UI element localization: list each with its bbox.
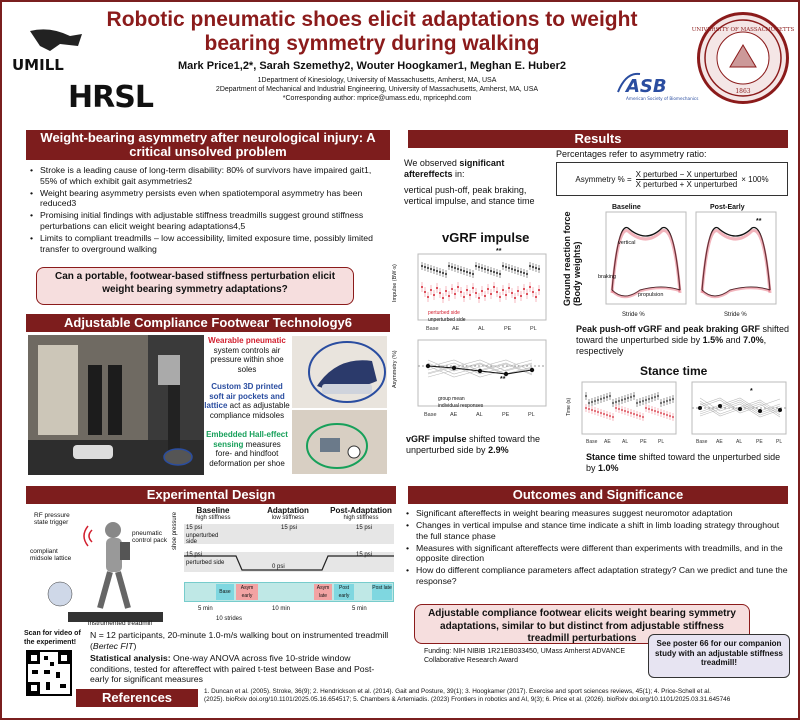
intro-bullets	[30, 165, 386, 256]
unpert-point	[508, 267, 510, 269]
svg-text:1863: 1863	[735, 88, 751, 95]
unpert-point	[460, 269, 462, 271]
pert-point	[502, 289, 504, 291]
authors: Mark Price1,2*, Sarah Szemethy2, Wouter Hoogkamer1, Meghan E. Huber2	[178, 60, 566, 72]
tech-heading: Adjustable Compliance Footwear Technology6	[26, 314, 390, 332]
participants-text: N = 12 participants, 20-minute 1.0-m/s walking bout on instrumented treadmill (Bertec FIT)	[90, 630, 389, 651]
unpert-point	[484, 268, 486, 270]
pert-point	[475, 292, 477, 294]
references-heading: References	[76, 689, 198, 707]
group-mean-point	[718, 404, 722, 408]
unpert-point	[627, 397, 629, 399]
unpert-point	[469, 272, 471, 274]
pert-point	[463, 296, 465, 298]
unpert-point	[594, 400, 596, 402]
unpert-point	[502, 265, 504, 267]
x-tick-label: PE	[502, 412, 510, 418]
x-tick-label: PL	[528, 412, 535, 418]
pert-point	[538, 289, 540, 291]
umass-seal	[691, 12, 795, 104]
funding: Funding: NIH NIBIB 1R21EB033450, UMass Amherst ADVANCE Collaborative Research Award	[424, 648, 626, 664]
asb-logo	[614, 68, 699, 108]
label-lattice: compliant midsole lattice	[30, 548, 72, 562]
pert-point	[442, 297, 444, 299]
scan-text: Scan for video of the experiment!	[24, 630, 81, 646]
unpert-point	[421, 265, 423, 267]
pert-point	[529, 286, 531, 288]
unpert-point	[606, 396, 608, 398]
pert-point	[666, 414, 668, 416]
unpert-point	[526, 273, 528, 275]
pert-point	[627, 411, 629, 413]
unpert-point	[481, 267, 483, 269]
unpert-point	[621, 399, 623, 401]
unpert-point	[442, 272, 444, 274]
outcome-bullet: • Changes in vertical impulse and stance time indicate a shift in limb loading strategy throughout the full stance phase	[406, 520, 792, 541]
unpert-point	[612, 402, 614, 404]
asymmetry-note: Percentages refer to asymmetry ratio:	[556, 149, 707, 159]
pert-point	[636, 414, 638, 416]
pert-point	[648, 408, 650, 410]
unpert-point	[463, 270, 465, 272]
pert-point	[663, 413, 665, 415]
hrsl-logo: HRSL	[68, 80, 153, 115]
unpert-point	[669, 399, 671, 401]
pert-point	[499, 296, 501, 298]
pert-point	[603, 413, 605, 415]
unpert-point	[603, 397, 605, 399]
phase-adaptation: Adaptation	[267, 506, 309, 515]
x-tick-label: Base	[586, 439, 598, 445]
pert-point	[511, 292, 513, 294]
unpert-point	[535, 267, 537, 269]
x-tick-label: AL	[622, 439, 629, 445]
pert-point	[445, 290, 447, 292]
unpert-point	[642, 400, 644, 402]
stats-text: Statistical analysis: One-way ANOVA across five 10-stride window conditions, tested for aftereffect with paired t-test between Base and Post-early for significant measures	[90, 653, 375, 685]
unpert-point	[466, 271, 468, 273]
references-list: 1. Duncan et al. (2005). Stroke, 36(9); 2. Hendrickson et al. (2014). Gait and Posture, 39(1); 3. Hoogkamer (2017). Exercise and sport sciences reviews, 45(1); 4. Price-Schell et al. (2025). bioRxiv doi.org/10.1101/2025.05.16.654517; 5. Chambers & Artemiadis. (2023) Frontiers in robotics and AI, 9(3); 6. Price et al. (2026). bioRxiv doi.org/10.1101/2025.03.31.645746	[204, 688, 731, 703]
label-rf-trigger: RF pressure state trigger	[34, 512, 70, 526]
unpert-point	[433, 269, 435, 271]
unpert-point	[487, 269, 489, 271]
pert-point	[430, 289, 432, 291]
x-tick-label: AL	[736, 439, 743, 445]
x-tick-label: AE	[452, 326, 460, 332]
corresponding-author: *Corresponding author: mprice@umass.edu, mpricephd.com	[282, 95, 472, 102]
x-tick-label: AE	[450, 412, 458, 418]
unpert-point	[538, 268, 540, 270]
outcomes-bullets	[406, 508, 792, 588]
pert-point	[585, 407, 587, 409]
vgrf-title: vGRF impulse	[442, 230, 530, 245]
stance-title: Stance time	[640, 364, 708, 378]
phase-post: Post-Adaptation	[330, 506, 392, 515]
pert-point	[493, 286, 495, 288]
unpert-point	[624, 398, 626, 400]
label-treadmill: instrumented treadmill	[88, 620, 152, 627]
pert-point	[657, 411, 659, 413]
pert-point	[672, 416, 674, 418]
pert-point	[472, 287, 474, 289]
intro-bullet: • Stroke is a leading cause of long-term disability: 80% of survivors have impaired gait1, 55% of which exhibit gait asymmetries2	[30, 165, 386, 186]
unpert-point	[532, 266, 534, 268]
unpert-point	[588, 402, 590, 404]
pert-point	[481, 290, 483, 292]
footwear-photo	[28, 335, 204, 475]
svg-text:UNIVERSITY OF MASSACHUSETTS: UNIVERSITY OF MASSACHUSETTS	[691, 27, 795, 33]
results-heading: Results	[408, 130, 788, 148]
unpert-point	[645, 399, 647, 401]
pert-point	[520, 295, 522, 297]
pert-point	[624, 410, 626, 412]
x-tick-label: PL	[530, 326, 537, 332]
unpert-point	[636, 402, 638, 404]
pert-point	[523, 288, 525, 290]
outcomes-heading: Outcomes and Significance	[408, 486, 788, 504]
callout-sensing: Embedded Hall-effect sensing measures fore- and hindfoot deformation per shoe	[206, 430, 288, 468]
participant-illustration	[28, 508, 178, 628]
unpert-point	[633, 395, 635, 397]
svg-text:UMILL: UMILL	[12, 56, 64, 74]
pert-point	[660, 412, 662, 414]
affiliation-1: 1Department of Kinesiology, University of Massachusetts, Amherst, MA, USA	[257, 77, 497, 84]
unpert-point	[457, 268, 459, 270]
unpert-point	[615, 401, 617, 403]
pert-point	[615, 407, 617, 409]
pert-point	[606, 414, 608, 416]
pert-point	[642, 416, 644, 418]
unpert-point	[609, 395, 611, 397]
outcome-bullet: • Significant aftereffects in weight bearing measures suggest neuromotor adaptation	[406, 508, 792, 519]
block-post-early: Post early	[334, 584, 354, 600]
pert-point	[669, 415, 671, 417]
x-tick-label: AE	[716, 439, 723, 445]
grf-curves: Ground reaction force (Body weights) Baseline Post-Early vertical braking propulsion ** Stride % Stride %	[566, 202, 788, 322]
group-mean-point	[758, 409, 762, 413]
pert-point	[421, 286, 423, 288]
unpert-point	[672, 398, 674, 400]
pert-point	[532, 291, 534, 293]
pert-point	[600, 412, 602, 414]
unpert-point	[451, 266, 453, 268]
unpert-point	[514, 269, 516, 271]
pert-point	[633, 413, 635, 415]
unpert-point	[591, 401, 593, 403]
pert-point	[517, 290, 519, 292]
vgrf-asym-plot: Asymmetry (%) Base AE AL PE PL group mean individual responses **	[400, 338, 550, 422]
impulse-plot: Impulse (BW·s) Base AE AL PE PL perturbed side unperturbed side **	[400, 252, 550, 332]
x-tick-label: PE	[504, 326, 512, 332]
unpert-point	[490, 270, 492, 272]
unpert-point	[499, 273, 501, 275]
affiliations	[192, 76, 562, 103]
pert-point	[487, 288, 489, 290]
callout-pneumatic: Wearable pneumatic system controls air pressure within shoe soles	[208, 336, 286, 374]
unpert-point	[472, 273, 474, 275]
pert-point	[469, 294, 471, 296]
pert-point	[439, 292, 441, 294]
unpert-point	[597, 399, 599, 401]
unpert-point	[660, 402, 662, 404]
plot-frame	[582, 382, 676, 434]
pert-point	[466, 289, 468, 291]
asymmetry-formula: Asymmetry % = X perturbed − X unperturbed X perturbed + X unperturbed × 100%	[556, 162, 788, 196]
unpert-point	[448, 265, 450, 267]
unpert-point	[436, 270, 438, 272]
unpert-point	[618, 400, 620, 402]
unpert-point	[585, 395, 587, 397]
unpert-point	[657, 395, 659, 397]
pert-point	[424, 291, 426, 293]
pert-point	[460, 291, 462, 293]
research-question: Can a portable, footwear-based stiffness perturbation elicit weight bearing symmetry adaptations?	[36, 267, 354, 305]
svg-text:American Society of Biomechani: American Society of Biomechanics	[626, 96, 699, 101]
block-post-late: Post late	[372, 584, 392, 600]
unpert-point	[663, 401, 665, 403]
intro-bullet: • Weight bearing asymmetry persists even when spatiotemporal asymmetry has been reduced3	[30, 188, 386, 209]
unpert-point	[427, 267, 429, 269]
protocol-diagram: Baseline high stiffness Adaptation low stiffness Post-Adaptation high stiffness shoe pressure 15 psi 15 psi 15 psi unperturbed side 15 psi perturbed side 0 psi 15 psi Base Asym early Asym late Post early Post late 5 min 10 min 5 min 10 strides	[176, 506, 396, 628]
unpert-point	[430, 268, 432, 270]
unpert-point	[493, 271, 495, 273]
observations: We observed significant aftereffects in: vertical push-off, peak braking, vertical impulse, and stance time	[404, 158, 535, 206]
design-heading: Experimental Design	[26, 486, 396, 504]
unpert-point	[439, 271, 441, 273]
unpert-point	[639, 401, 641, 403]
pert-point	[433, 294, 435, 296]
pert-point	[490, 293, 492, 295]
unpert-point	[496, 272, 498, 274]
x-tick-label: PL	[658, 439, 665, 445]
unpert-point	[445, 273, 447, 275]
svg-text:ASB: ASB	[626, 76, 667, 97]
affiliation-2: 2Department of Mechanical and Industrial Engineering, University of Massachusetts, Amherst, MA, USA	[215, 86, 539, 93]
unpert-point	[648, 398, 650, 400]
shoe-photo	[292, 336, 387, 408]
pert-point	[612, 416, 614, 418]
intro-heading: Weight-bearing asymmetry after neurological injury: A critical unsolved problem	[26, 130, 390, 160]
pert-point	[496, 291, 498, 293]
x-tick-label: Base	[426, 326, 439, 332]
pert-point	[454, 293, 456, 295]
unpert-point	[666, 400, 668, 402]
pert-point	[448, 295, 450, 297]
stance-result: Stance time shifted toward the unperturbed side by 1.0%	[586, 452, 781, 473]
poster-title: Robotic pneumatic shoes elicit adaptations to weight bearing symmetry during walking	[106, 8, 638, 55]
unpert-point	[505, 266, 507, 268]
block-asym-early: Asym early	[236, 584, 258, 600]
pert-point	[621, 409, 623, 411]
sig-marker: **	[496, 248, 502, 255]
companion-poster-box: See poster 66 for our companion study with an adjustable stiffness treadmill!	[648, 634, 790, 678]
sensor-photo	[292, 410, 387, 474]
pert-point	[436, 287, 438, 289]
unpert-point	[523, 272, 525, 274]
pert-point	[535, 296, 537, 298]
x-tick-label: AE	[604, 439, 611, 445]
unpert-point	[517, 270, 519, 272]
pert-point	[609, 415, 611, 417]
block-base: Base	[216, 584, 234, 600]
pert-point	[651, 409, 653, 411]
stance-plots: Time (s) Base Base AE AE AL AL PE PE PL PL *	[568, 380, 790, 448]
pert-point	[478, 297, 480, 299]
peak-result: Peak push-off vGRF and peak braking GRF shifted toward the unperturbed side by 1.5% and 7.0%, respectively	[576, 324, 790, 356]
pert-point	[457, 286, 459, 288]
unpert-point	[654, 396, 656, 398]
unpert-point	[520, 271, 522, 273]
unpert-point	[600, 398, 602, 400]
group-mean-point	[738, 407, 742, 411]
pert-point	[484, 295, 486, 297]
pert-point	[645, 407, 647, 409]
unpert-point	[475, 265, 477, 267]
pert-point	[639, 415, 641, 417]
label-control-pack: pneumatic control pack	[132, 530, 168, 544]
callout-midsole: Custom 3D printed soft air pockets and lattice act as adjustable compliance midsoles	[204, 382, 290, 420]
pert-point	[526, 293, 528, 295]
pert-point	[427, 296, 429, 298]
pert-point	[597, 411, 599, 413]
pert-point	[630, 412, 632, 414]
pert-point	[591, 409, 593, 411]
pert-point	[594, 410, 596, 412]
conclusion-box: Adjustable compliance footwear elicits weight bearing symmetry adaptations, similar to but distinct from adjustable stiffness treadmill perturbations	[414, 604, 750, 644]
group-mean-point	[698, 406, 702, 410]
outcome-bullet: • How do different compliance parameters affect adaptation strategy? Can we predict and tune the response?	[406, 565, 792, 586]
qr-code[interactable]	[26, 650, 72, 696]
intro-bullet: • Promising initial findings with adjustable stiffness treadmills suggest ground stiffness perturbations can elicit weight bearing adaptations4,5	[30, 210, 386, 231]
vgrf-result: vGRF impulse shifted toward the unperturbed side by 2.9%	[406, 434, 541, 455]
intro-bullet: • Limits to compliant treadmills – low accessibility, limited exposure time, possibly limited transfer to overground walking	[30, 233, 386, 254]
unpert-point	[424, 266, 426, 268]
pert-point	[505, 294, 507, 296]
x-tick-label: PE	[640, 439, 647, 445]
unpert-point	[651, 397, 653, 399]
x-tick-label: PE	[756, 439, 763, 445]
unpert-point	[454, 267, 456, 269]
group-mean-point	[778, 408, 782, 412]
unpert-point	[478, 266, 480, 268]
pert-point	[654, 410, 656, 412]
x-tick-label: AL	[476, 412, 483, 418]
outcome-bullet: • Measures with significant aftereffects were different than experiments with treadmills, and in the opposite direction	[406, 543, 792, 564]
unpert-point	[630, 396, 632, 398]
pert-point	[618, 408, 620, 410]
x-tick-label: Base	[696, 439, 708, 445]
unpert-point	[511, 268, 513, 270]
x-tick-label: AL	[478, 326, 485, 332]
pert-point	[514, 297, 516, 299]
pert-point	[508, 287, 510, 289]
block-asym-late: Asym late	[314, 584, 332, 600]
pert-point	[588, 408, 590, 410]
pert-point	[451, 288, 453, 290]
x-tick-label: Base	[424, 412, 437, 418]
unpert-point	[529, 265, 531, 267]
x-tick-label: PL	[776, 439, 783, 445]
phase-baseline: Baseline	[196, 506, 230, 515]
